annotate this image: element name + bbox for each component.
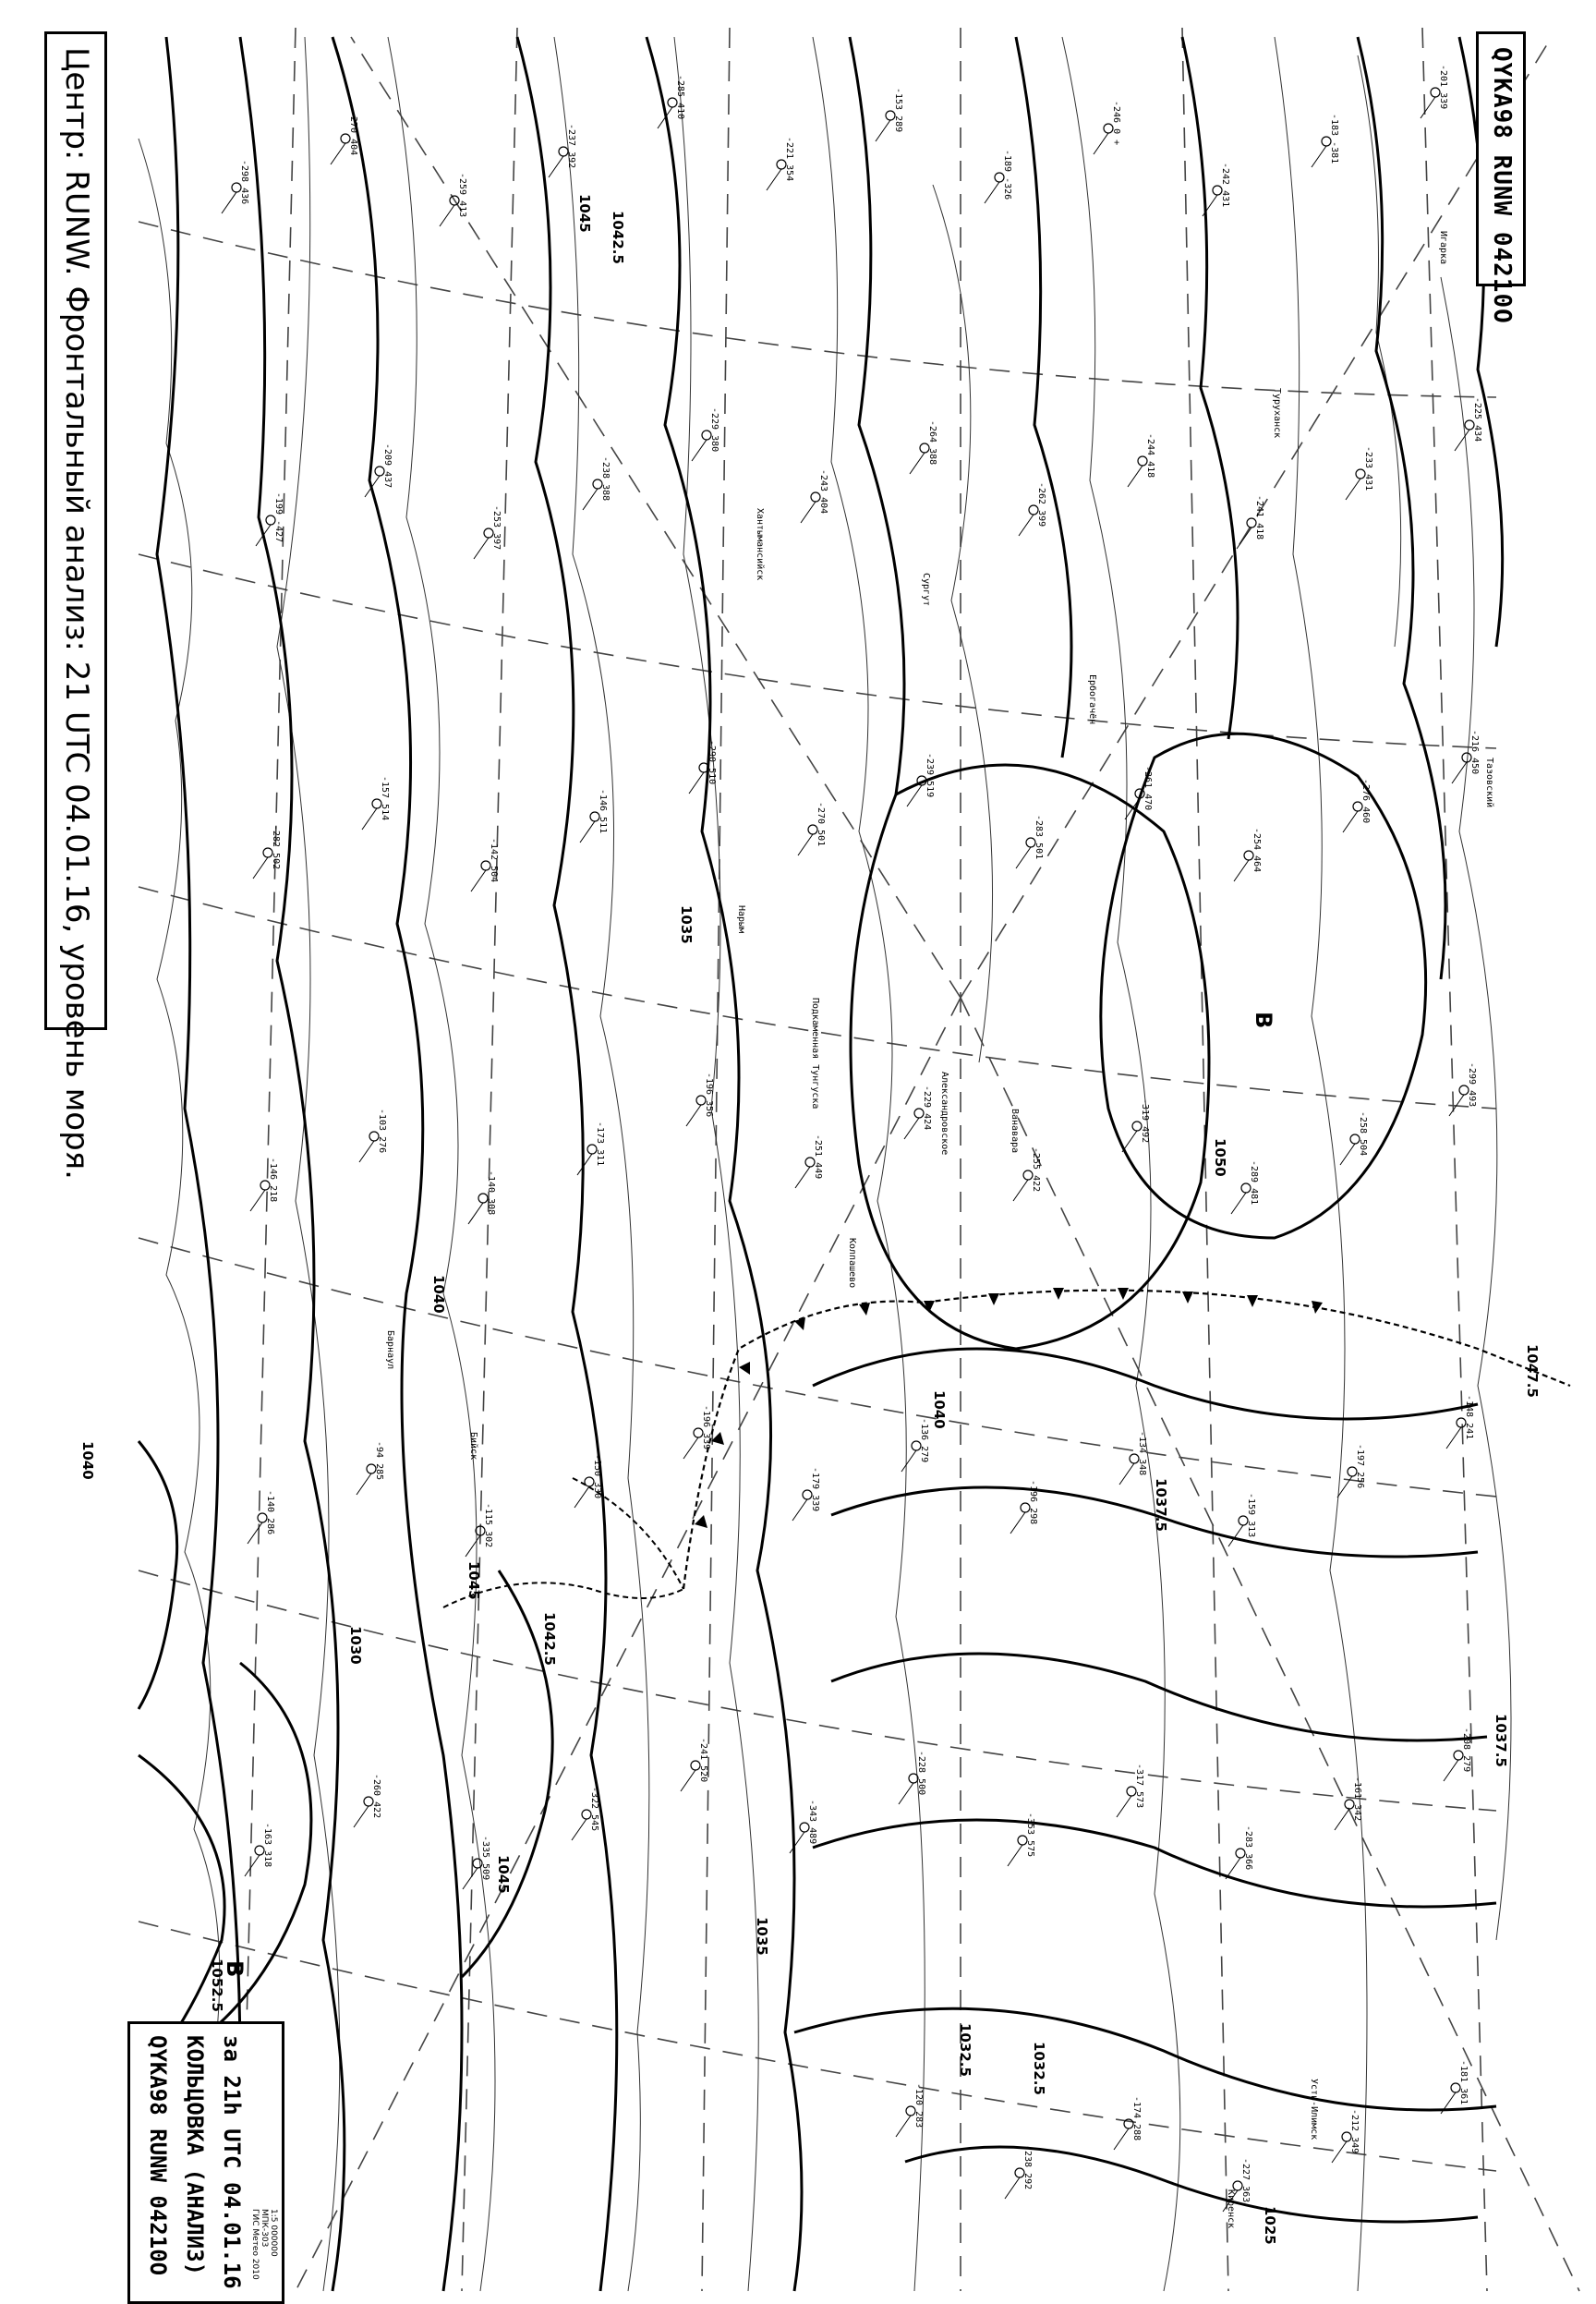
- station-plot: [1122, 1098, 1150, 1152]
- wind-barb-icon: [876, 120, 890, 141]
- station-values: -258 504: [1358, 1111, 1368, 1157]
- station-plot: [466, 1503, 493, 1557]
- station-plots: [222, 65, 1482, 2212]
- station-values: -299 493: [1467, 1062, 1477, 1108]
- wind-barb-icon: [1005, 2177, 1020, 2199]
- isobar: [1358, 37, 1445, 979]
- station-values: -270 501: [816, 802, 826, 847]
- station-plot: [474, 505, 502, 559]
- station-plot: [359, 1109, 387, 1162]
- isobar-value-label: 1047.5: [1524, 1344, 1541, 1398]
- wind-barb-icon: [792, 1499, 807, 1521]
- station-plot: [1312, 114, 1339, 167]
- station-values: -239 519: [925, 753, 935, 798]
- wind-barb-icon: [1444, 1760, 1458, 1781]
- station-values: -343 489: [807, 1800, 817, 1845]
- wind-barb-icon: [1019, 515, 1034, 536]
- station-plot: [354, 1774, 381, 1827]
- station-plot: [1231, 1160, 1259, 1214]
- wind-barb-icon: [580, 821, 595, 843]
- wind-barb-icon: [1010, 1512, 1025, 1534]
- station-values: -142 504: [489, 838, 499, 883]
- station-values: -225 434: [1472, 397, 1482, 443]
- station-plot: [1019, 482, 1046, 536]
- wind-barb-icon: [583, 489, 598, 510]
- geography-lines: [139, 37, 1511, 2291]
- wind-barb-icon: [1332, 2141, 1347, 2163]
- wind-barb-icon: [1346, 479, 1360, 500]
- station-plot: [1234, 828, 1262, 881]
- wind-barb-icon: [901, 1450, 916, 1472]
- isobar-value-label: 1040: [931, 1390, 948, 1429]
- station-values: -276 460: [1360, 779, 1371, 824]
- station-plot: [471, 838, 499, 891]
- station-values: -238 292: [1022, 2145, 1033, 2190]
- station-values: -140 286: [265, 1490, 275, 1535]
- station-plot: [580, 789, 608, 843]
- station-values: -212 349: [1349, 2109, 1360, 2154]
- bulletin-stamp: [127, 2021, 284, 2304]
- station-values: -242 431: [1220, 163, 1230, 208]
- place-names: [385, 231, 1495, 2228]
- station-plot: [767, 137, 794, 190]
- station-values: -196 339: [701, 1405, 711, 1450]
- station-values: -183 -381: [1329, 114, 1339, 164]
- station-values: -243 404: [818, 469, 828, 515]
- station-plot: [1332, 2109, 1360, 2163]
- station-plot: [583, 456, 611, 510]
- station-plot: [362, 776, 390, 830]
- station-values: -174 288: [1131, 2096, 1142, 2141]
- station-plot: [876, 88, 903, 141]
- wind-barb-icon: [1119, 1463, 1134, 1485]
- isobar-value-label: 1042.5: [610, 211, 626, 264]
- station-plot: [1340, 1111, 1368, 1165]
- wind-barb-icon: [250, 1190, 265, 1211]
- station-plot: [1343, 779, 1371, 832]
- station-values: -197 256: [1355, 1444, 1365, 1489]
- isobar: [794, 2008, 1496, 2110]
- station-plot: [795, 1134, 823, 1188]
- isobar-value-label: 1045: [466, 1561, 482, 1600]
- station-plot: [1335, 1777, 1362, 1830]
- wind-barb-icon: [331, 143, 345, 164]
- wind-barb-icon: [1231, 1193, 1246, 1214]
- wind-barb-icon: [692, 440, 707, 461]
- station-values: -317 573: [1134, 1764, 1144, 1809]
- wind-barb-icon: [253, 857, 268, 879]
- place-name-label: Хантымансийск: [755, 508, 765, 581]
- station-values: -136 279: [919, 1418, 929, 1463]
- wind-barb-icon: [681, 1770, 695, 1791]
- isobar: [462, 1570, 552, 1977]
- wind-barb-icon: [256, 525, 271, 546]
- station-plot: [463, 1836, 490, 1889]
- station-plot: [253, 825, 281, 879]
- wind-barb-icon: [1013, 1180, 1028, 1201]
- station-plot: [245, 1823, 272, 1876]
- station-values: -237 392: [566, 124, 576, 169]
- station-plot: [692, 407, 719, 461]
- wind-barb-icon: [1237, 527, 1251, 549]
- wind-barb-icon: [357, 1473, 371, 1495]
- station-values: -261 470: [1143, 766, 1153, 811]
- station-plot: [250, 1158, 278, 1211]
- station-values: -290 510: [707, 740, 717, 785]
- wind-barb-icon: [359, 1141, 374, 1162]
- pressure-centers: [222, 1012, 1276, 1977]
- wind-barb-icon: [896, 2116, 911, 2137]
- station-values: -103 276: [377, 1109, 387, 1154]
- isobar: [240, 37, 345, 2291]
- wind-barb-icon: [577, 1154, 592, 1175]
- station-values: -246 0 +: [1111, 101, 1121, 146]
- wind-barb-icon: [1114, 2128, 1129, 2150]
- station-values: -94 285: [374, 1441, 384, 1481]
- station-values: -254 464: [1251, 828, 1262, 873]
- station-plot: [985, 150, 1012, 203]
- station-plot: [689, 740, 717, 794]
- wind-barb-icon: [801, 502, 816, 523]
- wind-barb-icon: [1340, 1144, 1355, 1165]
- wind-barb-icon: [1226, 1858, 1240, 1879]
- station-plot: [1114, 2096, 1142, 2150]
- place-name-label: Усть-Илимск: [1309, 2079, 1319, 2140]
- place-name-label: Киренск: [1226, 2189, 1236, 2229]
- station-values: -163 318: [262, 1823, 272, 1868]
- wind-barb-icon: [572, 1819, 586, 1840]
- station-values: -289 481: [1249, 1160, 1259, 1206]
- station-values: -241 520: [698, 1738, 708, 1783]
- station-values: -229 424: [922, 1085, 932, 1131]
- map-title-box: [44, 31, 107, 1180]
- wind-barb-icon: [910, 453, 925, 474]
- station-values: -146 511: [598, 789, 608, 834]
- wind-barb-icon: [549, 156, 563, 177]
- station-values: -283 501: [1034, 815, 1044, 860]
- station-values: -251 449: [813, 1134, 823, 1180]
- station-plot: [1094, 101, 1121, 154]
- wind-barb-icon: [686, 1105, 701, 1126]
- station-values: -285 410: [675, 75, 685, 120]
- isobar: [831, 1654, 1487, 1740]
- map-title: Центр: RUNW. Фронтальный анализ: 21 UTC 04.01.16, уровень моря.: [58, 47, 95, 1180]
- isobar-value-label: 1035: [678, 905, 695, 944]
- isobar: [850, 37, 904, 794]
- station-plot: [1016, 815, 1044, 868]
- isobar-value-label: 1052.5: [209, 1958, 225, 2012]
- isobar-value-label: 1032.5: [957, 2023, 973, 2077]
- wind-barb-icon: [985, 182, 999, 203]
- station-values: -146 218: [268, 1158, 278, 1203]
- wind-barb-icon: [767, 169, 781, 190]
- station-plot: [248, 1490, 275, 1544]
- station-plot: [549, 124, 576, 177]
- station-plot: [1013, 1147, 1041, 1201]
- station-plot: [1444, 1728, 1471, 1781]
- isobar-value-label: 1042.5: [541, 1612, 558, 1666]
- wind-barb-icon: [354, 1806, 369, 1827]
- station-values: -270 404: [348, 111, 358, 156]
- stamp-time: за 21h UTC 04.01.16: [219, 2035, 245, 2289]
- isobar: [647, 37, 802, 2291]
- station-plot: [365, 443, 393, 497]
- wind-barb-icon: [1421, 97, 1435, 118]
- wind-barb-icon: [440, 205, 454, 226]
- station-values: -120 283: [913, 2083, 924, 2128]
- station-values: -181 361: [1458, 2060, 1469, 2105]
- isobar-value-label: 1030: [347, 1626, 364, 1665]
- station-values: -115 302: [483, 1503, 493, 1548]
- station-values: -196 298: [1028, 1480, 1038, 1525]
- isobar-value-label: 1045: [576, 194, 593, 233]
- station-values: -173 311: [595, 1122, 605, 1167]
- station-values: -244 418: [1145, 433, 1155, 479]
- station-values: -228 500: [916, 1751, 926, 1796]
- station-plot: [904, 1085, 932, 1139]
- station-plot: [1128, 433, 1155, 487]
- place-name-label: Сургут: [921, 573, 931, 607]
- place-name-label: Тазовский: [1484, 758, 1494, 808]
- station-values: -229 380: [709, 407, 719, 453]
- station-plot: [910, 420, 937, 474]
- station-values: -134 348: [1137, 1431, 1147, 1476]
- station-values: -148 241: [1464, 1395, 1474, 1440]
- wind-barb-icon: [683, 1437, 698, 1459]
- station-values: -260 422: [371, 1774, 381, 1819]
- isobar-high-center: [851, 765, 1209, 1349]
- high-pressure-center-label: В: [222, 1960, 248, 1978]
- wind-barb-icon: [1455, 430, 1469, 451]
- place-name-label: Нарым: [736, 905, 746, 934]
- place-name-label: Бийск: [468, 1432, 478, 1461]
- station-plot: [468, 1170, 496, 1224]
- station-values: -262 399: [1036, 482, 1046, 527]
- station-values: -319 492: [1140, 1098, 1150, 1144]
- station-values: -159 313: [1246, 1493, 1256, 1538]
- station-plot: [801, 469, 828, 523]
- isobar-value-label: 1037.5: [1153, 1478, 1169, 1532]
- stamp-scale: 1:5 000000: [269, 2209, 278, 2257]
- station-values: -264 388: [927, 420, 937, 466]
- station-plot: [792, 1467, 820, 1521]
- wind-barb-icon: [248, 1522, 262, 1544]
- isobar-value-label: 1037.5: [1493, 1714, 1509, 1767]
- wind-barb-icon: [1016, 847, 1031, 868]
- station-values: -208 279: [1461, 1728, 1471, 1773]
- station-values: -227 363: [1240, 2158, 1251, 2203]
- isobar: [157, 37, 240, 2291]
- station-values: -233 431: [1363, 446, 1373, 491]
- wind-barb-icon: [362, 808, 377, 830]
- station-values: -322 545: [589, 1787, 599, 1832]
- isobar: [139, 1441, 177, 1709]
- wind-barb-icon: [790, 1832, 804, 1853]
- wind-barb-icon: [574, 1486, 589, 1508]
- stamp-projection: МПК-303: [260, 2209, 269, 2248]
- place-name-label: Туруханск: [1272, 388, 1282, 439]
- station-plot: [907, 753, 935, 806]
- isobar-value-label: 1045: [495, 1855, 512, 1894]
- isobar-labels: [79, 194, 1541, 2248]
- isobar-value-label: 1035: [754, 1917, 770, 1956]
- wind-barb-icon: [474, 538, 489, 559]
- station-plot: [896, 2083, 924, 2137]
- place-name-label: Ербогачён: [1087, 674, 1097, 725]
- station-plot: [1446, 1395, 1474, 1449]
- station-values: -353 575: [1025, 1813, 1035, 1858]
- station-plot: [1455, 397, 1482, 451]
- station-plot: [681, 1738, 708, 1791]
- station-values: -209 437: [382, 443, 393, 489]
- isobar-value-label: 1032.5: [1031, 2042, 1047, 2095]
- place-name-label: Ванавара: [1010, 1109, 1020, 1154]
- place-name-label: Барнаул: [385, 1330, 395, 1370]
- wind-barb-icon: [1117, 1796, 1131, 1817]
- wind-barb-icon: [904, 1118, 919, 1139]
- wind-barb-icon: [471, 870, 486, 891]
- isobar: [813, 1349, 1478, 1419]
- station-values: -298 436: [239, 160, 249, 205]
- station-values: -157 514: [380, 776, 390, 821]
- high-pressure-center-label: В: [1251, 1012, 1276, 1029]
- wind-barb-icon: [1122, 1131, 1137, 1152]
- wind-barb-icon: [468, 1203, 483, 1224]
- station-values: -221 354: [784, 137, 794, 182]
- isobar: [332, 37, 462, 2291]
- place-name-label: Колпашево: [847, 1238, 857, 1289]
- wind-barb-icon: [245, 1855, 260, 1876]
- station-plot: [686, 1073, 714, 1126]
- station-values: -201 339: [1438, 65, 1448, 110]
- isobar: [1016, 37, 1071, 758]
- station-values: -161 342: [1352, 1777, 1362, 1822]
- station-values: -253 397: [491, 505, 502, 551]
- station-values: -189 -326: [1002, 150, 1012, 200]
- station-values: -199 -427: [273, 492, 284, 543]
- isobar-value-label: 1025: [1262, 2206, 1278, 2245]
- station-plot: [222, 160, 249, 213]
- station-values: -259 413: [457, 173, 467, 218]
- station-values: -140 308: [486, 1170, 496, 1216]
- station-plot: [1441, 2060, 1469, 2114]
- wind-barb-icon: [795, 1167, 810, 1188]
- station-values: -179 339: [810, 1467, 820, 1512]
- stamp-code: QYKA98 RUNW 04210O: [145, 2035, 171, 2276]
- stamp-station: КОЛЬЦОВКА (АНАЛИЗ): [182, 2035, 208, 2276]
- wind-barb-icon: [1234, 860, 1249, 881]
- station-values: -241 418: [1254, 495, 1264, 540]
- station-plot: [798, 802, 826, 855]
- station-values: -238 388: [600, 456, 611, 502]
- frontal-line: [683, 1288, 1570, 1589]
- station-plot: [1119, 1431, 1147, 1485]
- station-plot: [899, 1751, 926, 1804]
- header-code: QYKA98 RUNW 04210O: [1488, 47, 1516, 324]
- station-values: -283 366: [1243, 1825, 1253, 1871]
- wind-barb-icon: [466, 1535, 480, 1557]
- wind-barb-icon: [1452, 762, 1467, 783]
- station-plot: [357, 1441, 384, 1495]
- wind-barb-icon: [689, 772, 704, 794]
- wind-barb-icon: [1446, 1427, 1461, 1449]
- wind-barb-icon: [1312, 146, 1326, 167]
- wind-barb-icon: [222, 192, 236, 213]
- station-plot: [1346, 446, 1373, 500]
- place-name-label: Подкаменная Тунгуска: [810, 998, 820, 1110]
- station-plot: [331, 111, 358, 164]
- station-plot: [572, 1787, 599, 1840]
- stamp-software: ГИС Метео 2010: [250, 2209, 260, 2280]
- station-values: -150 330: [592, 1454, 602, 1499]
- isobar-value-label: 1040: [79, 1441, 96, 1480]
- wind-barb-icon: [1343, 811, 1358, 832]
- isobar-value-label: 1040: [430, 1275, 447, 1314]
- station-plot: [574, 1454, 602, 1508]
- header-code-box: [1476, 31, 1526, 324]
- station-values: -335 509: [480, 1836, 490, 1881]
- station-values: -216 450: [1469, 730, 1480, 775]
- wind-barb-icon: [1008, 1845, 1022, 1866]
- station-values: -255 422: [1031, 1147, 1041, 1193]
- wind-barb-icon: [798, 834, 813, 855]
- wind-barb-icon: [899, 1783, 913, 1804]
- wind-barb-icon: [463, 1868, 478, 1889]
- station-plot: [1226, 1825, 1253, 1879]
- place-name-label: Игарка: [1438, 231, 1448, 265]
- isobar-value-label: 1050: [1212, 1138, 1228, 1177]
- place-name-label: Александровское: [939, 1072, 949, 1156]
- wind-barb-icon: [1335, 1809, 1349, 1830]
- wind-barb-icon: [1128, 466, 1143, 487]
- station-values: -196 356: [704, 1073, 714, 1118]
- station-values: -153 289: [893, 88, 903, 133]
- station-plot: [1005, 2145, 1033, 2199]
- station-values: -282 502: [271, 825, 281, 870]
- wind-barb-icon: [1228, 1525, 1243, 1546]
- wind-barb-icon: [1094, 133, 1108, 154]
